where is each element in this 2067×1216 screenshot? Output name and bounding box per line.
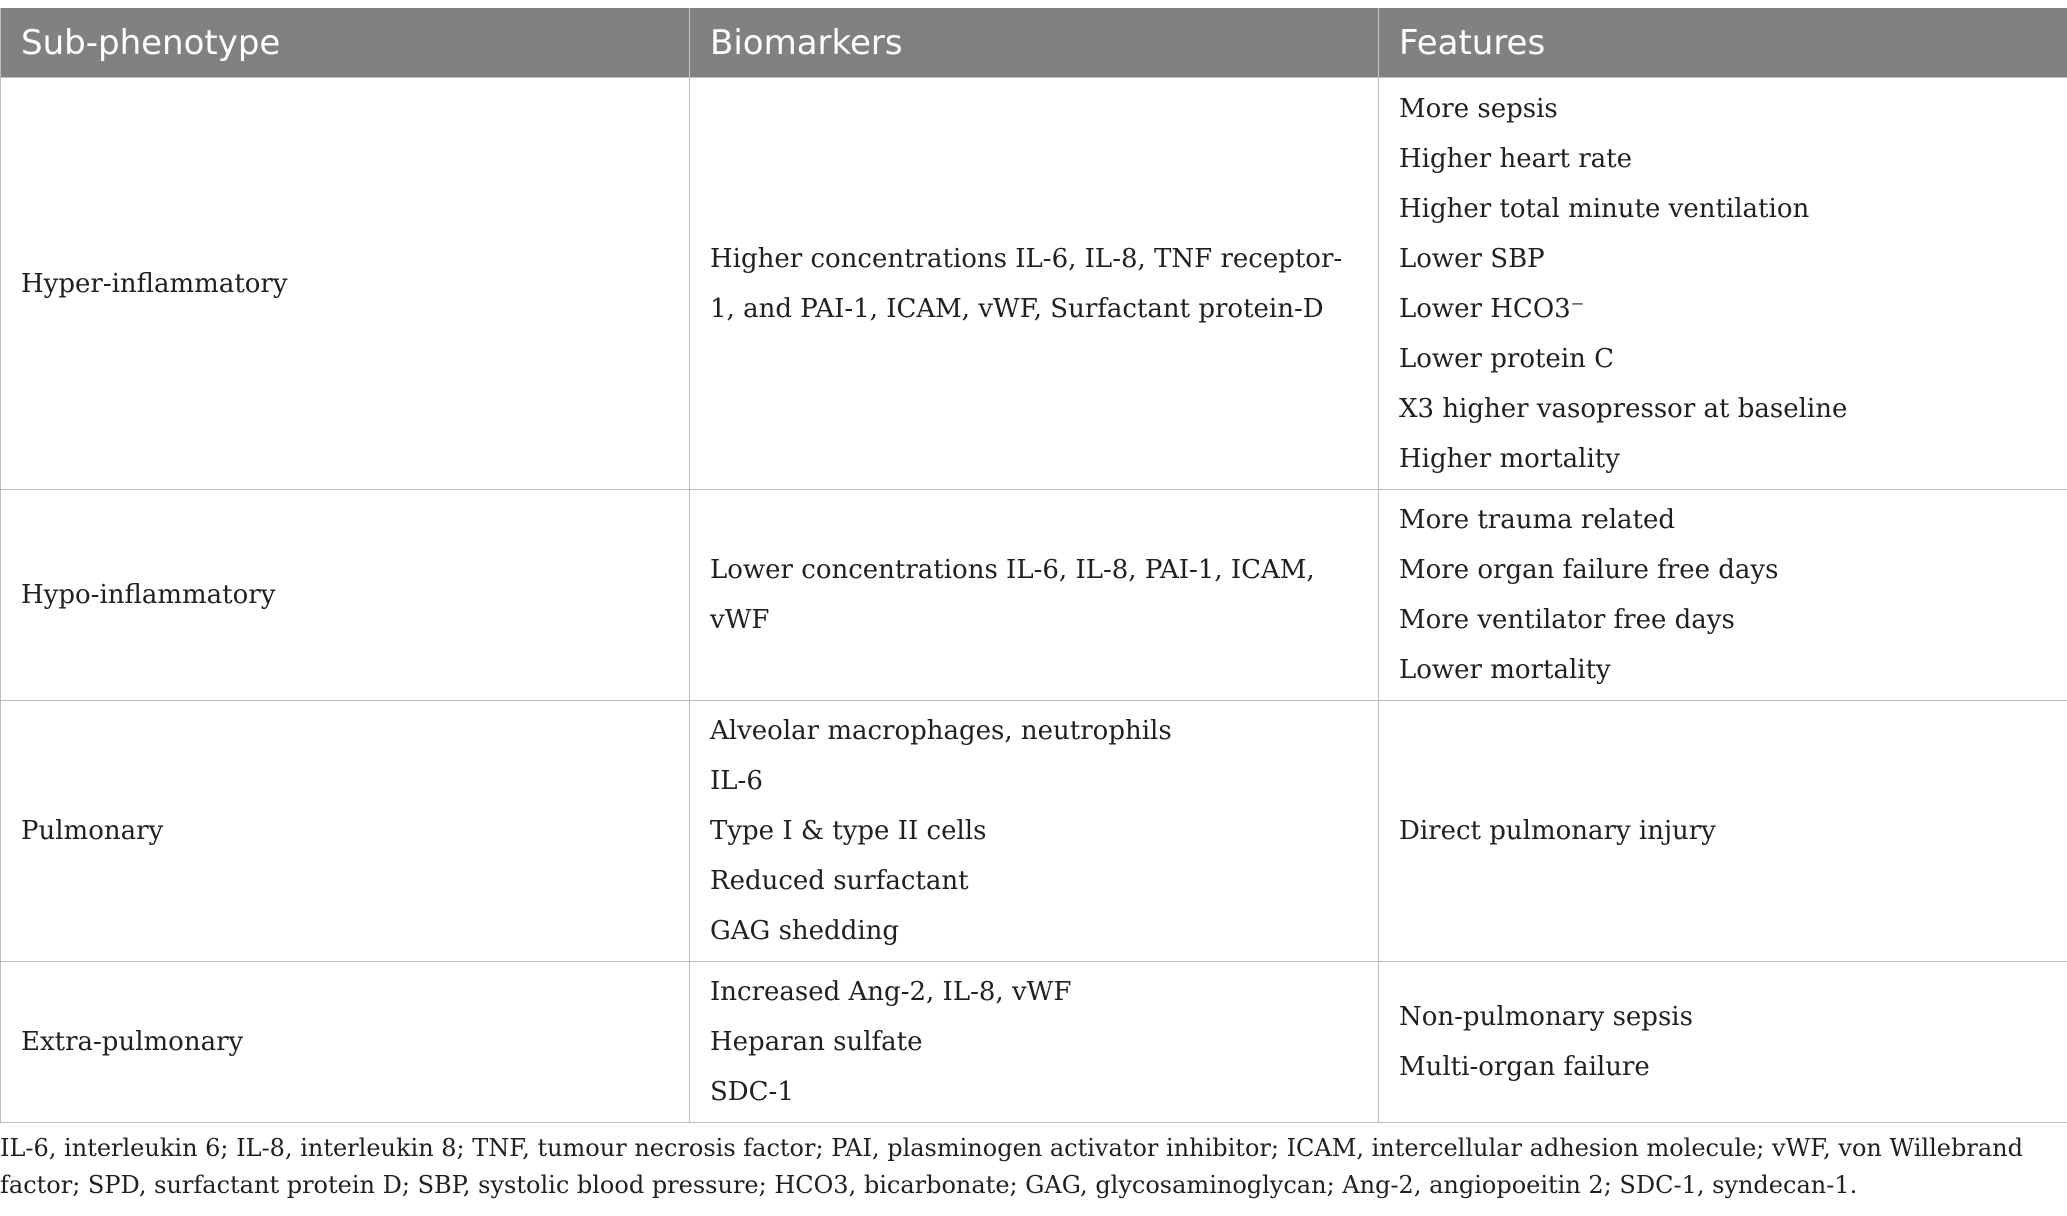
cell-biomarkers [690,78,1379,490]
table-footnote: IL-6, interleukin 6; IL-8, interleukin 8; TNF, tumour necrosis factor; PAI, plasminogen activator inhibitor; ICAM, intercellular adhesion molecule; vWF, von Willebrand factor; SPD, surfactant protein D; SBP, systolic blood pressure; HCO3, bicarbonate; GAG, glycosaminoglycan; Ang-2, angiopoeitin 2; SDC-1, syndecan-1. [0,1134,2023,1199]
feature-item: Higher total minute ventilation [1399,193,1810,224]
feature-item: More ventilator free days [1399,605,1735,635]
cell-features [1379,78,2067,490]
subphenotype-table [0,8,2067,1123]
cell-features [1379,701,2067,962]
feature-item: Lower mortality [1399,655,1611,685]
feature-item: Non-pulmonary sepsis [1399,1002,1693,1032]
cell-subphenotype: Extra-pulmonary [1,962,690,1123]
table-header-row [1,8,2067,78]
cell-subphenotype: Hyper-inflammatory [1,78,690,490]
subphenotype-table-container [0,8,2067,1123]
cell-biomarkers [690,962,1379,1123]
cell-subphenotype: Pulmonary [1,701,690,962]
feature-item: More trauma related [1399,505,1676,535]
feature-item: More organ failure free days [1399,555,1779,585]
biomarker-item: GAG shedding [710,916,900,946]
biomarker-item: Increased Ang-2, IL-8, vWF [710,977,1072,1007]
cell-features [1379,490,2067,701]
biomarker-item: Type I & type II cells [710,816,987,846]
cell-subphenotype: Hypo-inflammatory [1,490,690,701]
header-subphenotype: Sub-phenotype [1,8,690,78]
feature-item: More sepsis [1399,93,1558,124]
feature-item: Higher heart rate [1399,143,1632,174]
table-row [1,78,2067,490]
biomarker-item: Lower concentrations IL-6, IL-8, PAI-1, ICAM, vWF [710,555,1315,635]
feature-item: Lower HCO3⁻ [1399,293,1585,324]
biomarker-item: SDC-1 [710,1077,794,1107]
feature-item: Lower SBP [1399,243,1545,274]
biomarker-item: IL-6 [710,766,763,796]
header-features: Features [1379,8,2067,78]
biomarker-item: Reduced surfactant [710,866,969,896]
feature-item: Higher mortality [1399,443,1620,474]
feature-item: Lower protein C [1399,343,1615,374]
feature-item: X3 higher vasopressor at baseline [1399,393,1848,424]
header-biomarkers: Biomarkers [690,8,1379,78]
biomarker-item: Higher concentrations IL-6, IL-8, TNF receptor-1, and PAI-1, ICAM, vWF, Surfactant protein-D [710,243,1343,324]
feature-item: Multi-organ failure [1399,1052,1650,1082]
table-row [1,962,2067,1123]
table-row [1,490,2067,701]
feature-item: Direct pulmonary injury [1399,816,1716,846]
cell-biomarkers [690,701,1379,962]
cell-features [1379,962,2067,1123]
biomarker-item: Heparan sulfate [710,1027,923,1057]
biomarker-item: Alveolar macrophages, neutrophils [710,716,1172,746]
table-row [1,701,2067,962]
cell-biomarkers [690,490,1379,701]
